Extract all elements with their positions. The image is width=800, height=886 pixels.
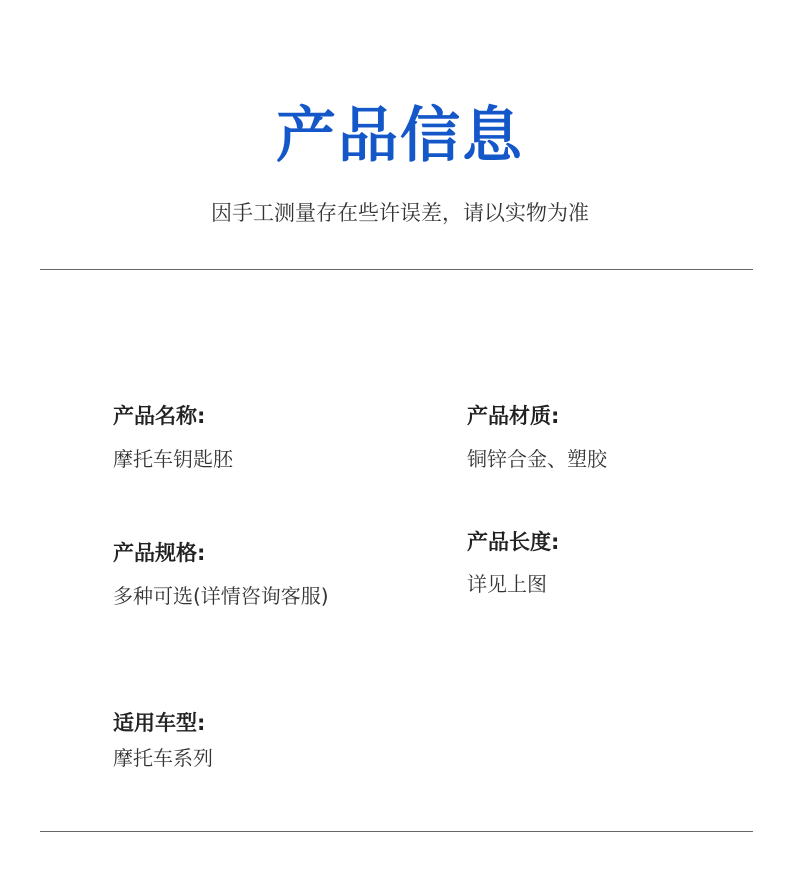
page-title: 产品信息 — [276, 101, 524, 171]
product-name-label: 产品名称: — [113, 404, 206, 428]
bottom-divider — [40, 831, 753, 832]
product-length-field — [467, 527, 559, 599]
top-divider — [40, 269, 753, 270]
measurement-disclaimer: 因手工测量存在些许误差，请以实物为准 — [211, 201, 589, 225]
product-spec-label: 产品规格: — [113, 541, 206, 565]
product-length-label: 产品长度: — [467, 530, 560, 554]
product-length-value: 详见上图 — [467, 572, 547, 596]
compatible-models-label: 适用车型: — [113, 711, 206, 735]
compatible-models-field — [113, 708, 213, 773]
product-name-field — [113, 401, 233, 474]
product-spec-field — [113, 538, 329, 611]
compatible-models-value: 摩托车系列 — [113, 746, 213, 770]
product-material-value: 铜锌合金、塑胶 — [467, 447, 607, 471]
product-material-label: 产品材质: — [467, 404, 560, 428]
product-material-field — [467, 401, 607, 474]
product-name-value: 摩托车钥匙胚 — [113, 447, 233, 471]
product-spec-value: 多种可选(详情咨询客服) — [113, 584, 329, 608]
